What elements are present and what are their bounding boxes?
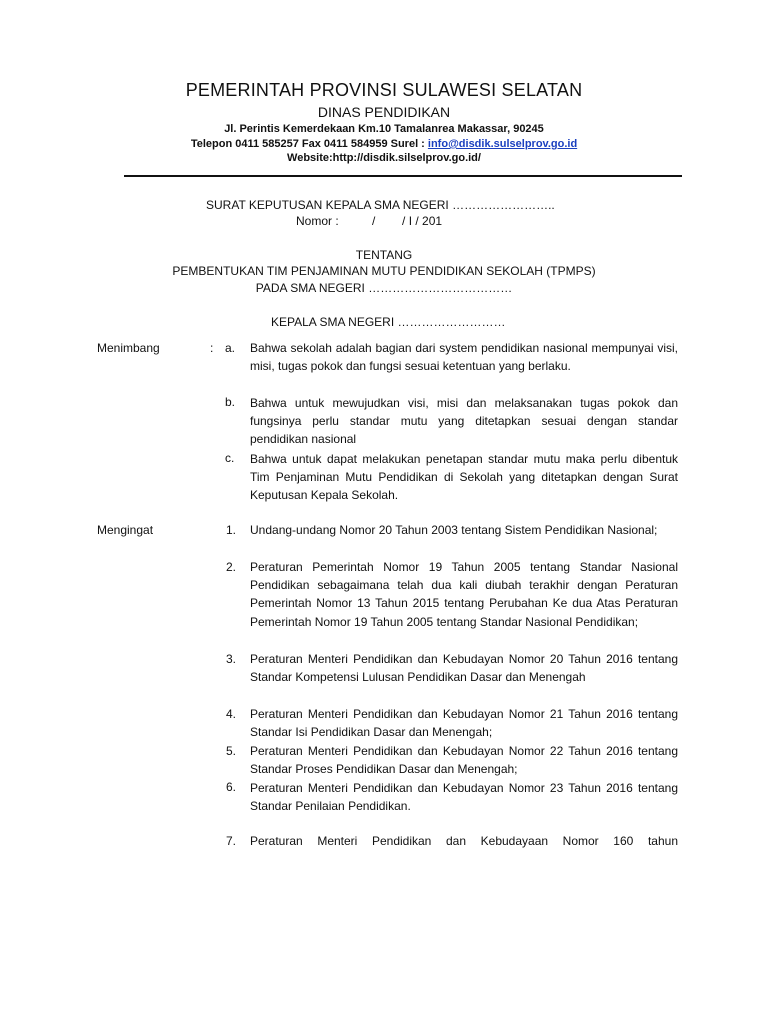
mengingat-marker-6: 6. [226,780,237,794]
mengingat-item-2: Peraturan Pemerintah Nomor 19 Tahun 2005 tentang Standar Nasional Pendidikan sebagaimana telah dua kali diubah terakhir dengan Peraturan Pemerintah Nomor 13 Tahun 2015 tentang Perubahan Ke dua Atas Peraturan Pemerintah Nomor 19 Tahun 2005 tentang Standar Nasional Pendidikan; [250,560,678,629]
letterhead-divider [124,175,682,177]
menimbang-colon: : [210,341,214,355]
mengingat-item-3: Peraturan Menteri Pendidikan dan Kebudayan Nomor 20 Tahun 2016 tentang Standar Kompetensi Lulusan Pendidikan Dasar dan Menengah [250,652,678,685]
letterhead-government: PEMERINTAH PROVINSI SULAWESI SELATAN [185,80,583,100]
email-link[interactable]: info@disdik.sulselprov.go.id [427,138,578,150]
about-heading: TENTANG [355,248,413,262]
mengingat-item-4: Peraturan Menteri Pendidikan dan Kebudayan Nomor 21 Tahun 2016 tentang Standar Isi Pendidikan Dasar dan Menengah; [250,707,678,740]
menimbang-item-c: Bahwa untuk dapat melakukan penetapan standar mutu maka perlu dibentuk Tim Penjaminan Mutu Pendidikan di Sekolah yang ditetapkan dengan Surat Keputusan Kepala Sekolah. [250,452,678,503]
mengingat-label: Mengingat [97,523,154,537]
mengingat-marker-7: 7. [226,834,237,848]
letterhead-address: Jl. Perintis Kemerdekaan Km.10 Tamalanrea Makassar, 90245 [224,123,544,135]
mengingat-marker-4: 4. [226,707,237,721]
mengingat-marker-1: 1. [226,523,237,537]
menimbang-marker-c: c. [225,451,235,465]
mengingat-marker-3: 3. [226,652,237,666]
menimbang-marker-b: b. [225,395,236,409]
letterhead-contact [0,138,768,150]
mengingat-item-1: Undang-undang Nomor 20 Tahun 2003 tentang Sistem Pendidikan Nasional; [250,523,658,537]
contact-text: Telepon 0411 585257 Fax 0411 584959 Surel : [190,138,428,150]
letterhead-website: Website:http://disdik.silselprov.go.id/ [287,152,481,164]
letterhead-office: DINAS PENDIDIKAN [317,104,451,120]
mengingat-item-6: Peraturan Menteri Pendidikan dan Kebudayan Nomor 23 Tahun 2016 tentang Standar Penilaian Pendidikan. [250,781,678,814]
menimbang-marker-a: a. [225,341,236,355]
decree-number: Nomor : / / I / 201 [296,214,443,228]
decree-subject-school: PADA SMA NEGERI ……………………………… [255,281,513,295]
menimbang-item-a: Bahwa sekolah adalah bagian dari system pendidikan nasional mempunyai visi, misi, tugas pokok dan fungsi sesuai ketentuan yang berlaku. [250,341,678,374]
menimbang-label: Menimbang [97,341,160,355]
mengingat-item-5: Peraturan Menteri Pendidikan dan Kebudayan Nomor 22 Tahun 2016 tentang Standar Proses Pendidikan Dasar dan Menengah; [250,744,678,777]
signatory-title: KEPALA SMA NEGERI ……………………… [271,315,506,329]
mengingat-marker-5: 5. [226,744,237,758]
decree-title: SURAT KEPUTUSAN KEPALA SMA NEGERI …………………….. [206,198,555,212]
mengingat-marker-2: 2. [226,560,237,574]
menimbang-item-b: Bahwa untuk mewujudkan visi, misi dan melaksanakan tugas pokok dan fungsinya perlu standar mutu yang ditetapkan sesuai dengan standar pendidikan nasional [250,396,678,447]
mengingat-item-7: Peraturan Menteri Pendidikan dan Kebudayaan Nomor 160 tahun [250,834,678,848]
decree-subject: PEMBENTUKAN TIM PENJAMINAN MUTU PENDIDIKAN SEKOLAH (TPMPS) [172,264,596,278]
